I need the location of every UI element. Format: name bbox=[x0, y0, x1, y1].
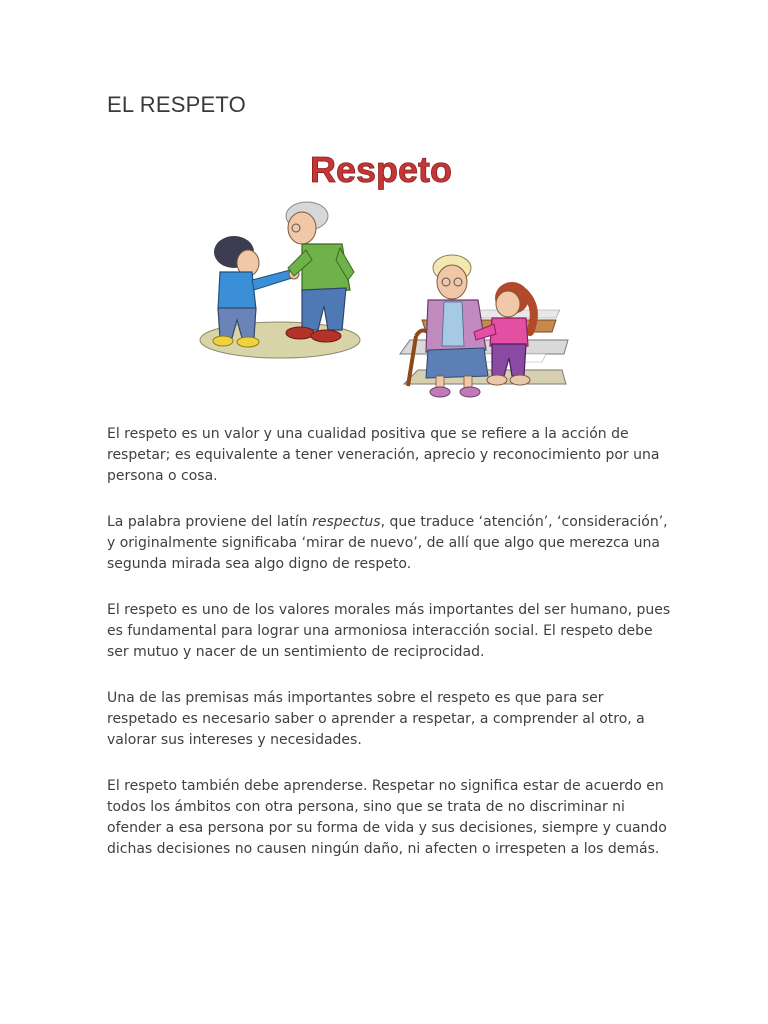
etymology-text-start: La palabra proviene del latín bbox=[107, 514, 313, 530]
paragraph-premise: Una de las premisas más importantes sobre el respeto es que para ser respetado es necesario saber o aprender a respetar, a comprender al otro, a valorar sus intereses y necesidades. bbox=[107, 690, 645, 748]
article-body bbox=[107, 424, 677, 885]
respect-illustration bbox=[190, 140, 580, 412]
paragraph-learning: El respeto también debe aprenderse. Respetar no significa estar de acuerdo en todos los ámbitos con otra persona, sino que se trata de no discriminar ni ofender a esa persona por su forma de vida y sus decisiones, siempre y cuando dichas decisiones no causen ningún daño, ni afecten o irrespeten a los demás. bbox=[107, 778, 667, 857]
latin-term: respectus bbox=[312, 514, 381, 530]
boy-and-elder-figure bbox=[200, 202, 360, 358]
page-title: EL RESPETO bbox=[107, 92, 246, 117]
paragraph-definition: El respeto es un valor y una cualidad positiva que se refiere a la acción de respetar; es equivalente a tener veneración, aprecio y reconocimiento por una persona o cosa. bbox=[107, 426, 660, 484]
illustration-caption: Respeto bbox=[309, 149, 453, 190]
etymology-text-end: , que traduce ‘atención’, ‘consideración’, y originalmente significaba ‘mirar de nuevo’, de allí que algo que merezca una segunda mirada sea algo digno de respeto. bbox=[107, 514, 668, 572]
paragraph-etymology bbox=[107, 512, 677, 575]
girl-and-elder-woman-figure bbox=[400, 255, 568, 397]
paragraph-moral-value: El respeto es uno de los valores morales más importantes del ser humano, pues es fundamental para lograr una armoniosa interacción social. El respeto debe ser mutuo y nacer de un sentimiento de reciprocidad. bbox=[107, 602, 671, 660]
